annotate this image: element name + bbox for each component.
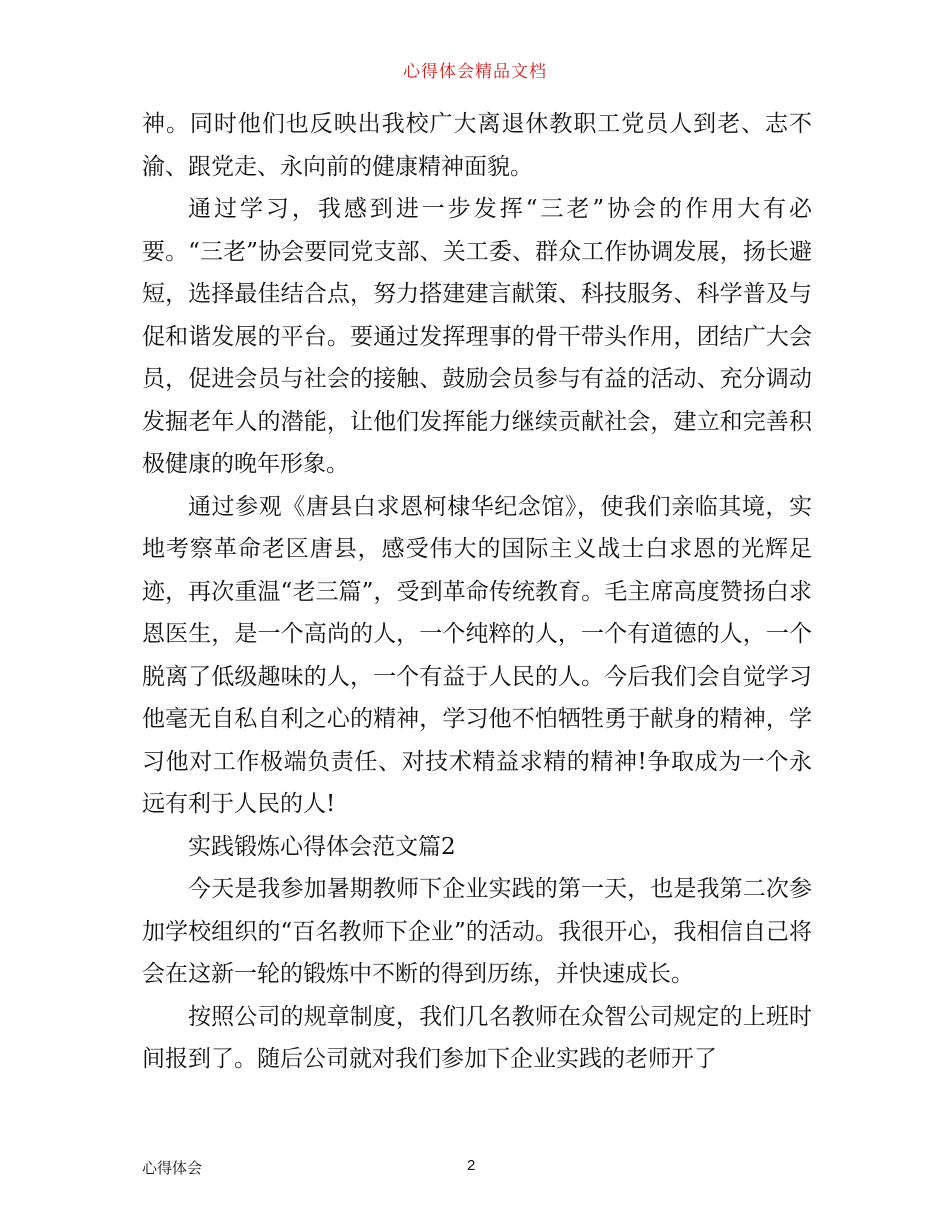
footer-label: 心得体会: [142, 1159, 203, 1177]
paragraph-3: 通过参观《唐县白求恩柯棣华纪念馆》，使我们亲临其境，实地考察革命老区唐县，感受伟大的国际主义战士白求恩的光辉足迹，再次重温“老三篇”，受到革命传统教育。毛主席高度赞扬白求恩医生，是一个高尚的人，一个纯粹的人，一个有道德的人，一个脱离了低级趣味的人，一个有益于人民的人。今后我们会自觉学习他毫无自私自利之心的精神，学习他不怕牺牲勇于献身的精神，学习他对工作极端负责任、对技术精益求精的精神!争取成为一个永远有利于人民的人!: [142, 493, 812, 817]
page-header-title: 心得体会精品文档: [403, 62, 547, 82]
paragraph-2: 通过学习，我感到进一步发挥“三老”协会的作用大有必要。“三老”协会要同党支部、关工委、群众工作协调发展，扬长避短，选择最佳结合点，努力搭建建言献策、科技服务、科学普及与促和谐发展的平台。要通过发挥理事的骨干带头作用，团结广大会员，促进会员与社会的接触、鼓励会员参与有益的活动、充分调动发掘老年人的潜能，让他们发挥能力继续贡献社会，建立和完善积极健康的晚年形象。: [142, 196, 812, 477]
section-heading: 实践锻炼心得体会范文篇2: [188, 833, 456, 860]
paragraph-4: 今天是我参加暑期教师下企业实践的第一天，也是我第二次参加学校组织的“百名教师下企业”的活动。我很开心，我相信自己将会在这新一轮的锻炼中不断的得到历练，并快速成长。: [142, 876, 812, 987]
paragraph-5: 按照公司的规章制度，我们几名教师在众智公司规定的上班时间报到了。随后公司就对我们参加下企业实践的老师开了: [142, 1003, 812, 1072]
paragraph-1: 神。同时他们也反映出我校广大离退休教职工党员人到老、志不渝、跟党走、永向前的健康精神面貌。: [142, 111, 812, 180]
page-number: 2: [467, 1157, 476, 1174]
document-body: [142, 103, 812, 1081]
